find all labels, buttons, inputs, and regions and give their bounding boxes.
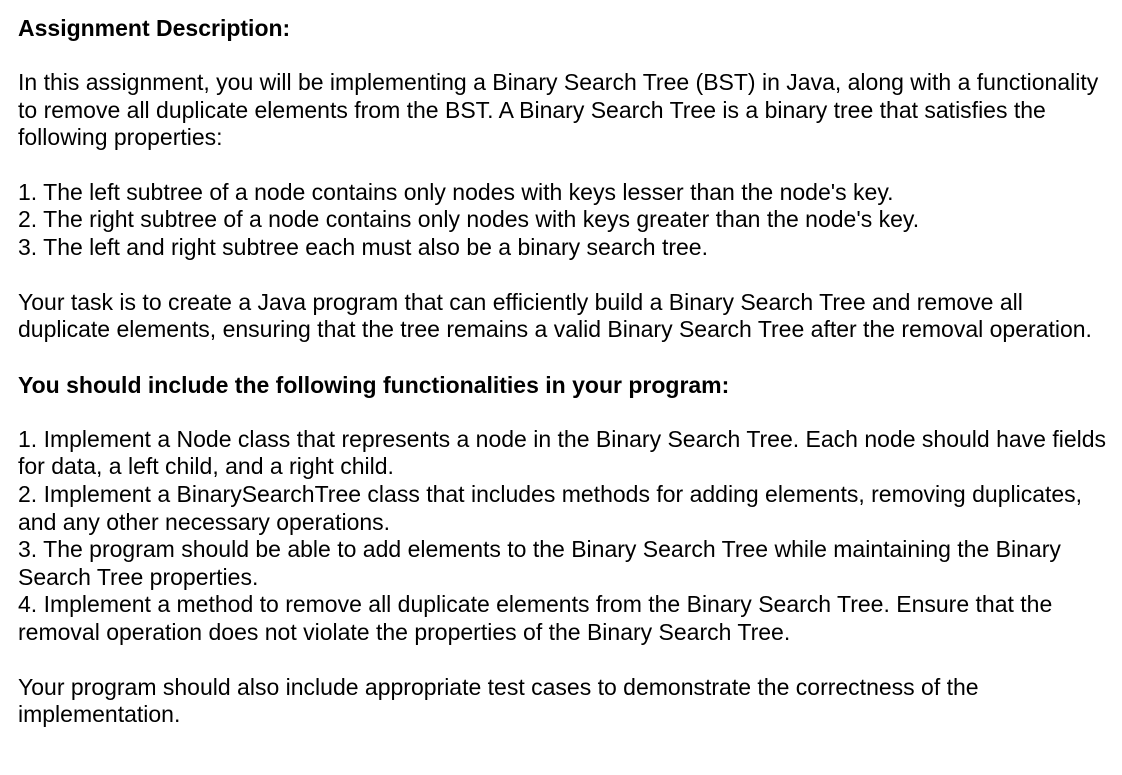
functionality-item: 2. Implement a BinarySearchTree class that includes methods for adding elements, removing duplicates, and any other necessary operations. — [18, 480, 1083, 535]
property-item: 1. The left subtree of a node contains only nodes with keys lesser than the node's key. — [18, 178, 894, 205]
assignment-document — [18, 0, 1114, 729]
intro-paragraph: In this assignment, you will be implementing a Binary Search Tree (BST) in Java, along with a functionality to remove all duplicate elements from the BST. A Binary Search Tree is a binary tree that satisfies the following properties: — [18, 69, 1099, 151]
assignment-heading: Assignment Description: — [18, 15, 291, 41]
closing-paragraph: Your program should also include appropriate test cases to demonstrate the correctness of the implementation. — [18, 673, 979, 728]
functionalities-heading: You should include the following functionalities in your program: — [18, 371, 730, 398]
functionality-item: 1. Implement a Node class that represents a node in the Binary Search Tree. Each node should have fields for data, a left child, and a right child. — [18, 425, 1107, 480]
property-item: 3. The left and right subtree each must also be a binary search tree. — [18, 233, 708, 260]
property-item: 2. The right subtree of a node contains only nodes with keys greater than the node's key. — [18, 206, 920, 233]
task-paragraph: Your task is to create a Java program that can efficiently build a Binary Search Tree and remove all duplicate elements, ensuring that the tree remains a valid Binary Search Tree after the removal operation. — [18, 288, 1092, 343]
functionality-item: 3. The program should be able to add elements to the Binary Search Tree while maintaining the Binary Search Tree properties. — [18, 536, 1061, 590]
functionality-item: 4. Implement a method to remove all duplicate elements from the Binary Search Tree. Ensure that the removal operation does not violate the properties of the Binary Search Tree. — [18, 591, 1053, 645]
bst-properties-list — [18, 179, 1114, 262]
functionalities-list — [18, 426, 1114, 647]
